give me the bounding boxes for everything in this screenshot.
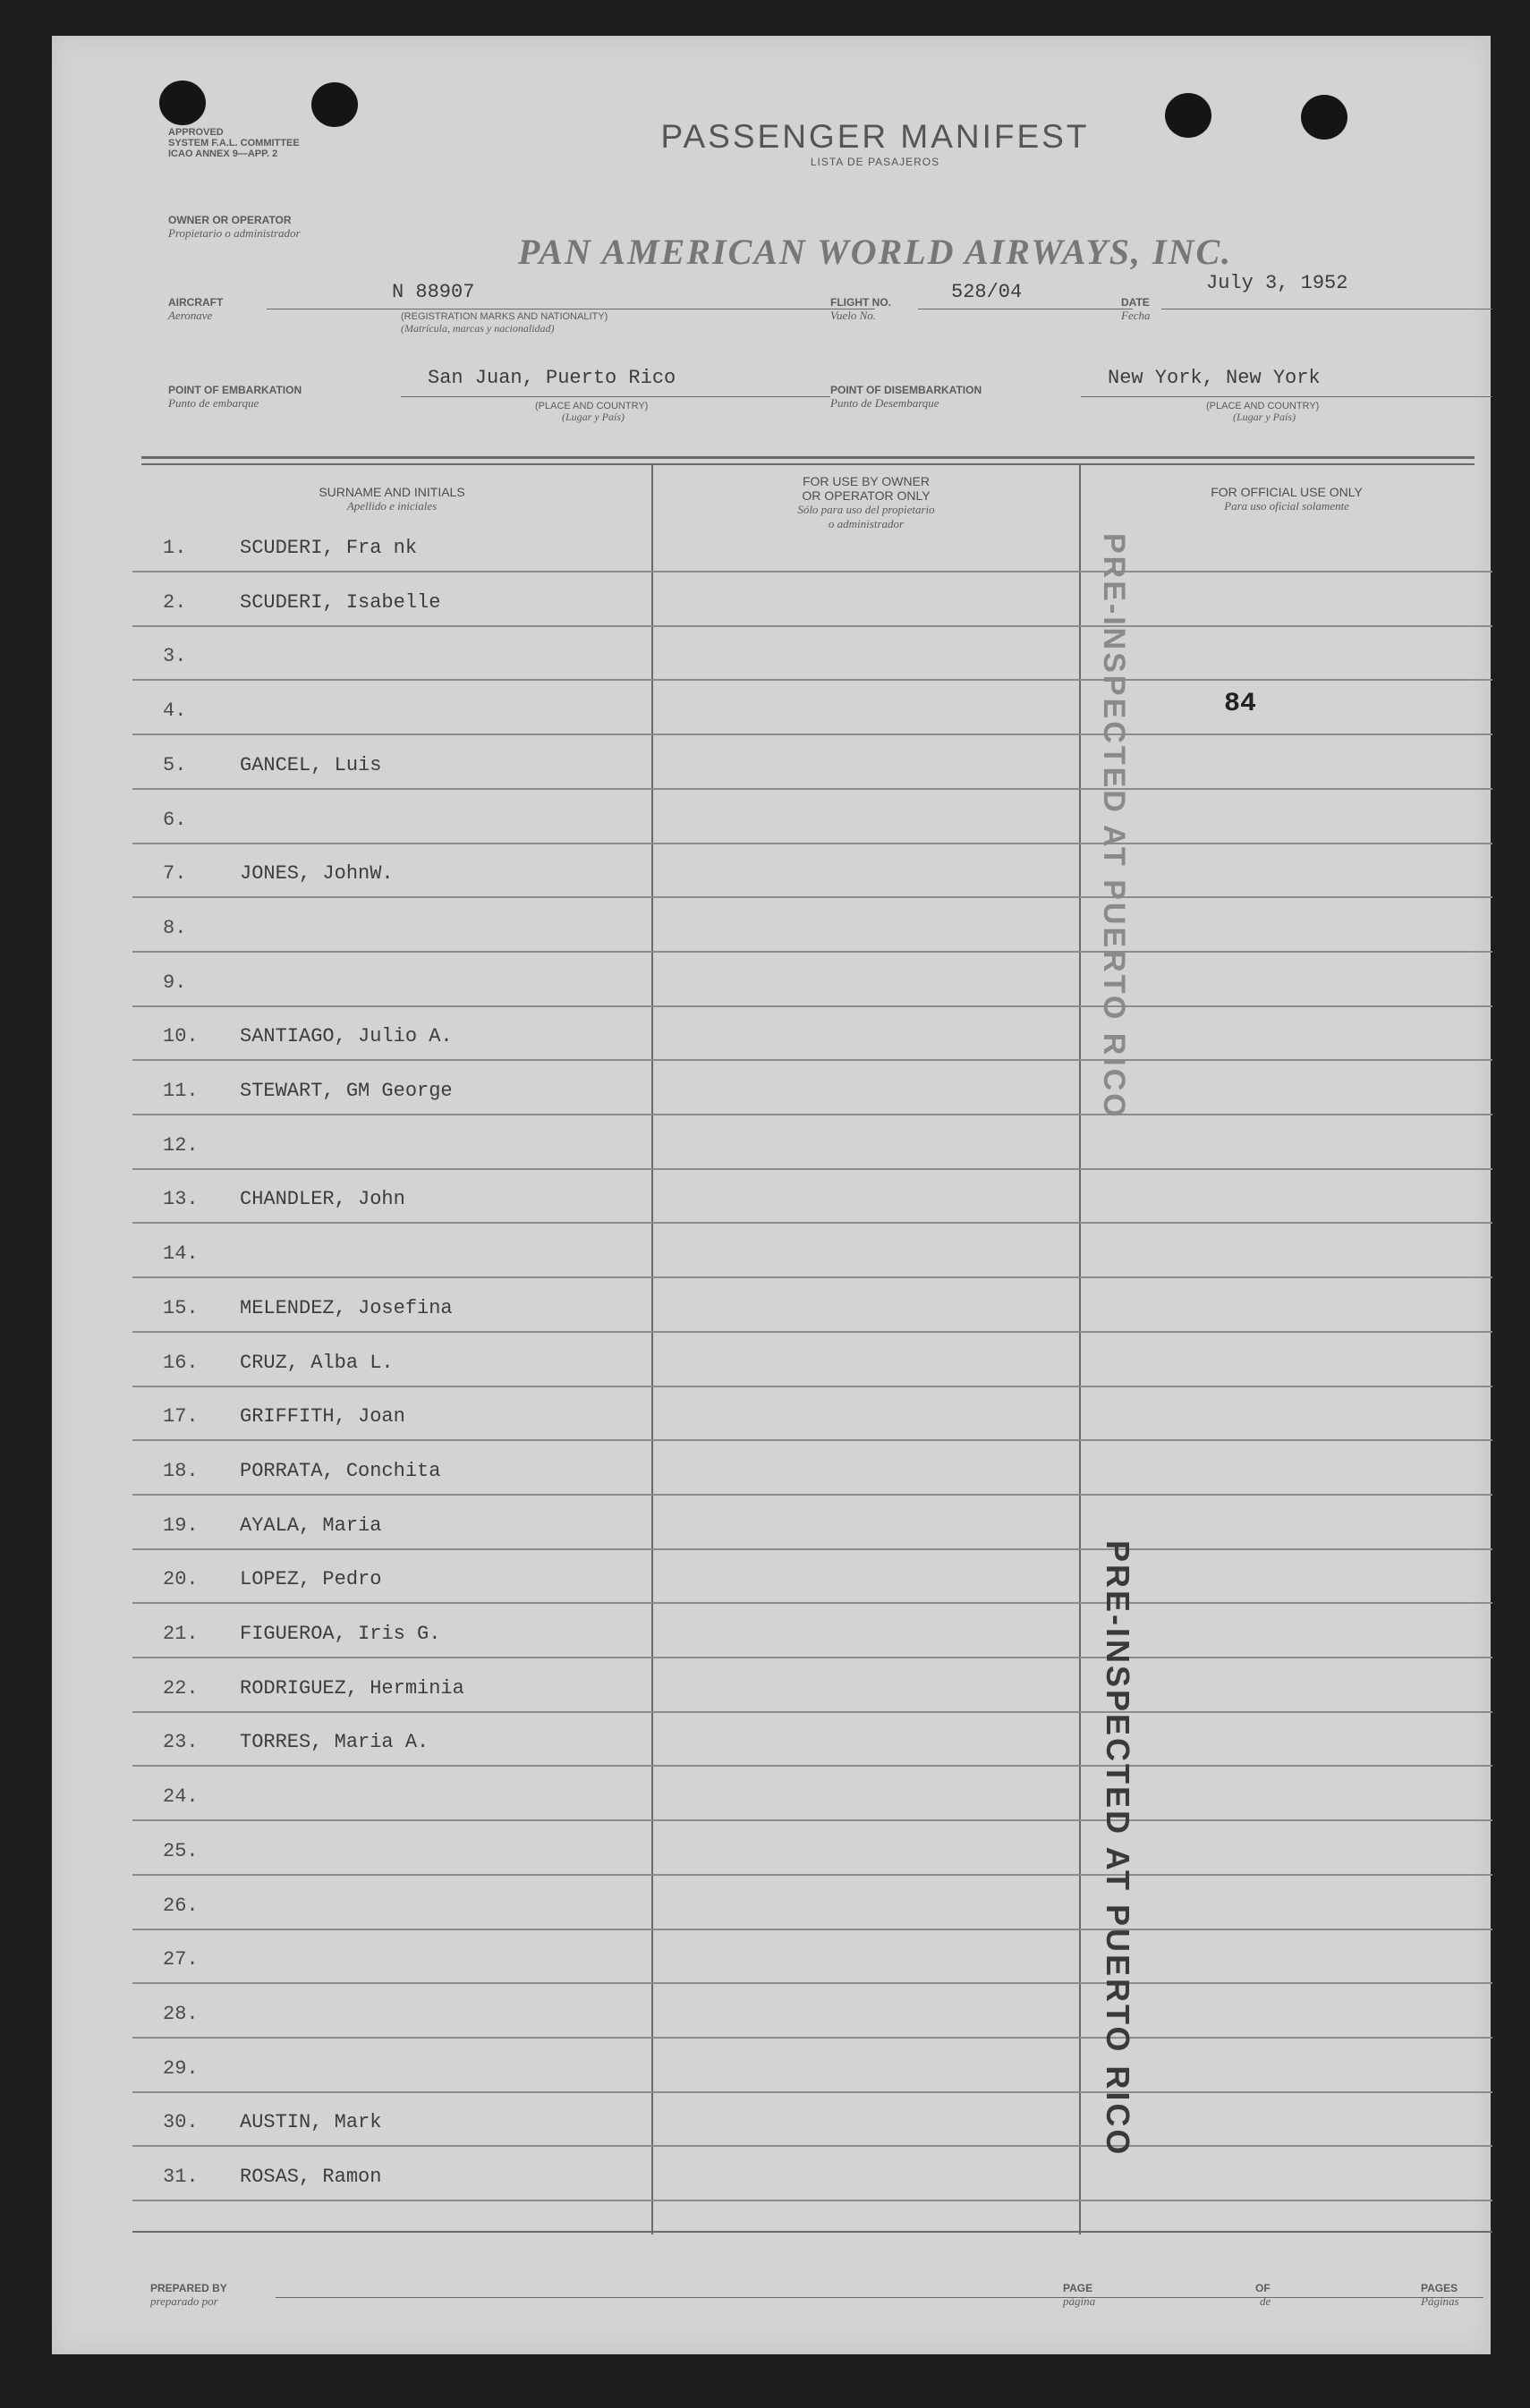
- passenger-name: GANCEL, Luis: [240, 753, 382, 776]
- row-number: 11.: [163, 1080, 199, 1102]
- column-title-es: Para uso oficial solamente: [1224, 499, 1349, 513]
- official-mark: 84: [1224, 689, 1257, 719]
- flight-label: FLIGHT NO.: [830, 296, 891, 309]
- passenger-name: SCUDERI, Isabelle: [240, 590, 441, 614]
- passenger-name: STEWART, GM George: [240, 1080, 453, 1102]
- passenger-name: CHANDLER, John: [240, 1188, 405, 1211]
- row-number: 19.: [163, 1513, 199, 1537]
- row-number: 26.: [163, 1894, 199, 1917]
- column-divider: [651, 463, 653, 2234]
- row-rule: [132, 1874, 1492, 1876]
- embark-label: POINT OF EMBARKATION: [168, 384, 302, 396]
- underline: [1081, 396, 1492, 397]
- row-rule: [132, 1765, 1492, 1767]
- passenger-name: GRIFFITH, Joan: [240, 1405, 405, 1429]
- underline: [401, 396, 830, 397]
- row-rule: [132, 733, 1492, 735]
- passenger-name: LOPEZ, Pedro: [240, 1568, 382, 1591]
- row-number: 24.: [163, 1785, 199, 1809]
- passenger-name: AUSTIN, Mark: [240, 2111, 382, 2134]
- row-number: 2.: [163, 590, 187, 614]
- table-top-rule: [141, 456, 1475, 459]
- row-rule: [132, 896, 1492, 898]
- column-title-es: o administrador: [828, 517, 905, 530]
- row-number: 6.: [163, 808, 187, 831]
- pre-inspected-stamp: PRE-INSPECTED AT PUERTO RICO: [1100, 1540, 1136, 2158]
- row-rule: [132, 1168, 1492, 1170]
- disembark-value: New York, New York: [1108, 367, 1321, 389]
- row-number: 30.: [163, 2111, 199, 2134]
- passenger-name: JONES, JohnW.: [240, 862, 394, 886]
- row-number: 13.: [163, 1188, 199, 1211]
- row-rule: [132, 1982, 1492, 1984]
- passenger-name: MELENDEZ, Josefina: [240, 1296, 453, 1319]
- aircraft-label-es: Aeronave: [168, 309, 213, 322]
- column-header-surname: [204, 485, 580, 513]
- pages-label-es: Páginas: [1421, 2294, 1459, 2308]
- column-header-operator: [669, 474, 1063, 531]
- row-rule: [132, 2145, 1492, 2147]
- row-rule: [132, 843, 1492, 844]
- row-rule: [132, 679, 1492, 681]
- row-rule: [132, 2091, 1492, 2093]
- approved-line: APPROVED: [168, 127, 224, 138]
- approved-line: ICAO ANNEX 9—APP. 2: [168, 148, 278, 159]
- date-label-es: Fecha: [1121, 309, 1151, 322]
- registration-caption: (REGISTRATION MARKS AND NATIONALITY): [401, 311, 608, 322]
- passenger-name: CRUZ, Alba L.: [240, 1351, 394, 1374]
- row-rule: [132, 1005, 1492, 1007]
- row-number: 27.: [163, 1948, 199, 1971]
- table-bottom-rule: [132, 2231, 1492, 2233]
- row-number: 29.: [163, 2056, 199, 2080]
- passenger-name: FIGUEROA, Iris G.: [240, 1623, 441, 1645]
- row-rule: [132, 1548, 1492, 1550]
- passenger-name: SANTIAGO, Julio A.: [240, 1025, 453, 1048]
- row-number: 12.: [163, 1133, 199, 1157]
- row-rule: [132, 1439, 1492, 1441]
- pre-inspected-stamp: PRE-INSPECTED AT PUERTO RICO: [1097, 533, 1131, 1120]
- approved-line: SYSTEM F.A.L. COMMITTEE: [168, 138, 300, 148]
- row-rule: [132, 2200, 1492, 2201]
- place-caption-es: (Lugar y País): [1233, 411, 1296, 423]
- row-rule: [132, 1657, 1492, 1658]
- registration-caption-es: (Matrícula, marcas y nacionalidad): [401, 322, 555, 335]
- prepared-by-label: PREPARED BY: [150, 2282, 227, 2294]
- passenger-name: ROSAS, Ramon: [240, 2166, 382, 2188]
- row-number: 16.: [163, 1351, 199, 1374]
- passenger-name: SCUDERI, Fra nk: [240, 537, 418, 559]
- row-rule: [132, 1929, 1492, 1930]
- column-title: FOR USE BY OWNER: [802, 474, 931, 488]
- row-number: 15.: [163, 1296, 199, 1319]
- disembark-label: POINT OF DISEMBARKATION: [830, 384, 982, 396]
- row-rule: [132, 2037, 1492, 2039]
- row-number: 14.: [163, 1242, 199, 1266]
- punch-hole: [311, 82, 358, 127]
- row-number: 17.: [163, 1405, 199, 1429]
- row-rule: [132, 1711, 1492, 1713]
- date-label: DATE: [1121, 296, 1150, 309]
- row-rule: [132, 1602, 1492, 1604]
- row-number: 8.: [163, 916, 187, 939]
- row-number: 25.: [163, 1839, 199, 1862]
- row-number: 31.: [163, 2166, 199, 2188]
- punch-hole: [1301, 95, 1347, 140]
- flight-value: 528/04: [951, 281, 1023, 303]
- row-number: 21.: [163, 1623, 199, 1645]
- row-rule: [132, 1386, 1492, 1387]
- date-value: July 3, 1952: [1206, 272, 1348, 294]
- place-caption: (PLACE AND COUNTRY): [1206, 401, 1320, 411]
- disembark-label-es: Punto de Desembarque: [830, 396, 939, 410]
- page-title: PASSENGER MANIFEST: [660, 118, 1090, 155]
- aircraft-label: AIRCRAFT: [168, 296, 224, 309]
- row-number: 23.: [163, 1731, 199, 1754]
- of-label: OF: [1255, 2282, 1271, 2294]
- footer-underline: [276, 2297, 1483, 2298]
- passenger-name: RODRIGUEZ, Herminia: [240, 1676, 464, 1700]
- column-title: OR OPERATOR ONLY: [802, 488, 931, 503]
- column-title-es: Apellido e iniciales: [346, 499, 438, 513]
- row-rule: [132, 1114, 1492, 1115]
- flight-label-es: Vuelo No.: [830, 309, 877, 322]
- column-divider: [1079, 463, 1081, 2234]
- aircraft-value: N 88907: [392, 281, 475, 303]
- row-number: 22.: [163, 1676, 199, 1700]
- owner-label-es: Propietario o administrador: [168, 226, 301, 240]
- row-number: 9.: [163, 971, 187, 994]
- row-number: 4.: [163, 700, 187, 723]
- row-rule: [132, 1331, 1492, 1333]
- pages-label: PAGES: [1421, 2282, 1458, 2294]
- place-caption: (PLACE AND COUNTRY): [535, 401, 649, 411]
- approved-block: [168, 127, 300, 159]
- row-rule: [132, 951, 1492, 953]
- row-rule: [132, 788, 1492, 790]
- row-rule: [132, 1819, 1492, 1821]
- row-number: 20.: [163, 1568, 199, 1591]
- column-title: SURNAME AND INITIALS: [319, 485, 465, 499]
- of-label-es: de: [1260, 2294, 1271, 2308]
- row-number: 18.: [163, 1459, 199, 1482]
- prepared-by-label-es: preparado por: [150, 2294, 218, 2308]
- row-rule: [132, 1276, 1492, 1278]
- row-rule: [132, 625, 1492, 627]
- row-number: 7.: [163, 862, 187, 886]
- column-header-official: [1090, 485, 1483, 513]
- row-number: 28.: [163, 2002, 199, 2025]
- place-caption-es: (Lugar y País): [562, 411, 625, 423]
- passenger-name: TORRES, Maria A.: [240, 1731, 429, 1754]
- punch-hole: [1165, 93, 1211, 138]
- row-rule: [132, 1059, 1492, 1061]
- row-rule: [132, 1494, 1492, 1496]
- page-label-es: página: [1063, 2294, 1096, 2308]
- row-number: 3.: [163, 645, 187, 668]
- row-rule: [132, 571, 1492, 572]
- embark-label-es: Punto de embarque: [168, 396, 259, 410]
- page-subtitle: LISTA DE PASAJEROS: [810, 156, 940, 168]
- owner-label: OWNER OR OPERATOR: [168, 214, 292, 226]
- row-number: 5.: [163, 753, 187, 776]
- page-label: PAGE: [1063, 2282, 1093, 2294]
- row-rule: [132, 1222, 1492, 1224]
- passenger-name: PORRATA, Conchita: [240, 1459, 441, 1482]
- punch-hole: [159, 81, 206, 125]
- column-title: FOR OFFICIAL USE ONLY: [1211, 485, 1363, 499]
- company-name: PAN AMERICAN WORLD AIRWAYS, INC.: [517, 232, 1233, 272]
- passenger-name: AYALA, Maria: [240, 1513, 382, 1537]
- table-top-rule: [141, 463, 1475, 465]
- row-number: 10.: [163, 1025, 199, 1048]
- column-title-es: Sólo para uso del propietario: [797, 503, 935, 516]
- row-number: 1.: [163, 537, 187, 559]
- embark-value: San Juan, Puerto Rico: [428, 367, 676, 389]
- manifest-page: [52, 36, 1491, 2354]
